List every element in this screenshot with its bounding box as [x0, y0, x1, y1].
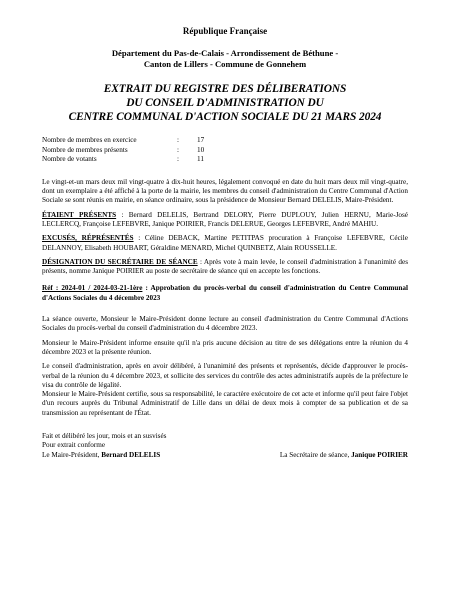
certification-paragraph: Monsieur le Maire-Président certifie, sous sa responsabilité, le caractère exécutoire de cet acte et informe qu'il peut faire l'objet d'un recours auprès du Tribunal Administratif de Lille dans un délai de deux mois à compter de sa publication et de sa transmission au représentant de l'État. — [42, 390, 408, 417]
republic-heading: République Française — [182, 26, 268, 36]
count-label: Nombre de votants — [42, 155, 97, 164]
decision-paragraph: Le conseil d'administration, après en avoir délibéré, à l'unanimité des présents et représentés, décide d'approuver le procès-verbal de la réunion du 4 décembre 2023, et sollicite des services du contrôle des actes administratifs auprès de la préfecture le visa du contrôle de légalité. — [42, 362, 408, 389]
count-row — [42, 136, 408, 146]
secretary-paragraph — [42, 258, 408, 277]
secretary-signature-label: La Secrétaire de séance, — [279, 450, 352, 459]
reference-number: Réf : 2024-01 / 2024-03-21-1ère — [42, 284, 143, 293]
document-title — [42, 82, 408, 124]
secretary-text: : Après vote à main levée, le conseil d'administration à l'unanimité des présents, nomme Janique POIRIER au poste de secrétaire de séance qui en accepte les fonctions. — [42, 257, 409, 276]
signature-block — [42, 432, 408, 460]
count-value: 17 — [197, 136, 205, 144]
department-line-2: Canton de Lillers - Commune de Gonnehem — [143, 59, 307, 69]
count-label: Nombre de membres en exercice — [42, 136, 137, 144]
delegations-paragraph: Monsieur le Maire-Président informe ensuite qu'il n'a pris aucune décision au titre de ses délégations entre la réunion du 4 décembre 2023 et la présente réunion. — [42, 338, 408, 356]
present-text: : Bernard DELELIS, Bertrand DELORY, Pierre DUPLOUY, Julien HERNU, Marie-José LECLERCQ, Françoise LEFEBVRE, Janique POIRIER, Francis DELERUE, Georges LEFEBVRE, André MAHIU. — [42, 210, 408, 228]
count-separator: : — [177, 155, 179, 164]
member-counts — [42, 136, 408, 165]
reference-paragraph — [42, 284, 408, 303]
count-label: Nombre de membres présents — [42, 145, 128, 154]
signature-line-2: Pour extrait conforme — [42, 441, 106, 450]
secretary-label: DÉSIGNATION DU SECRÉTAIRE DE SÉANCE — [42, 257, 198, 266]
department-line-1: Département du Pas-de-Calais - Arrondissement de Béthune - — [111, 48, 339, 58]
excused-paragraph — [42, 234, 408, 253]
reference-subject: : Approbation du procès-verbal du conseil d'administration du Centre Communal d'Actions Sociales du 4 décembre 2023 — [42, 284, 409, 302]
count-separator: : — [177, 136, 179, 144]
title-line-1: EXTRAIT DU REGISTRE DES DÉLIBERATIONS — [103, 83, 347, 95]
excused-text: : Céline DEBACK, Martine PETITPAS procuration à Françoise LEFEBVRE, Cécile DELANNOY, Elisabeth HOUBART, Géraldine MENARD, Michel QUINBETZ, Alain ROUSSELLE. — [42, 234, 408, 252]
signature-line-1: Fait et délibéré les jour, mois et an susvisés — [42, 432, 167, 441]
mayor-label: Le Maire-Président, — [42, 450, 102, 459]
mayor-name: Bernard DELELIS — [101, 450, 161, 459]
mayor-signature — [42, 451, 160, 460]
intro-paragraph: Le vingt-et-un mars deux mil vingt-quatre à dix-huit heures, légalement convoqué en date du huit mars deux mil vingt-quatre, dont un exemplaire a été affiché à la porte de la mairie, les membres du conseil d'administration du Centre Communal d'Action Sociale se sont réunis en mairie, en séance ordinaire, sous la présidence de Monsieur Bernard DELELIS, Maire-Président. — [42, 177, 408, 205]
excused-label: EXCUSÉS, RÉPRÉSENTÉS — [42, 234, 134, 243]
count-row — [42, 146, 408, 156]
present-label: ÉTAIENT PRÉSENTS — [42, 210, 117, 219]
title-line-2: DU CONSEIL D'ADMINISTRATION DU — [126, 97, 324, 109]
title-line-3: CENTRE COMMUNAL D'ACTION SOCIALE DU 21 MARS 2024 — [68, 111, 382, 123]
secretary-signature — [280, 451, 408, 460]
present-paragraph — [42, 211, 408, 230]
opening-paragraph: La séance ouverte, Monsieur le Maire-Président donne lecture au conseil d'administration du Centre Communal d'Actions Sociales du procès-verbal du conseil d'administration du 4 décembre 2023. — [42, 315, 408, 333]
secretary-signature-name: Janique POIRIER — [351, 450, 408, 459]
signature-row — [42, 451, 408, 460]
count-separator: : — [177, 145, 179, 154]
count-row — [42, 155, 408, 165]
count-value: 11 — [197, 155, 204, 164]
count-value: 10 — [197, 145, 205, 154]
